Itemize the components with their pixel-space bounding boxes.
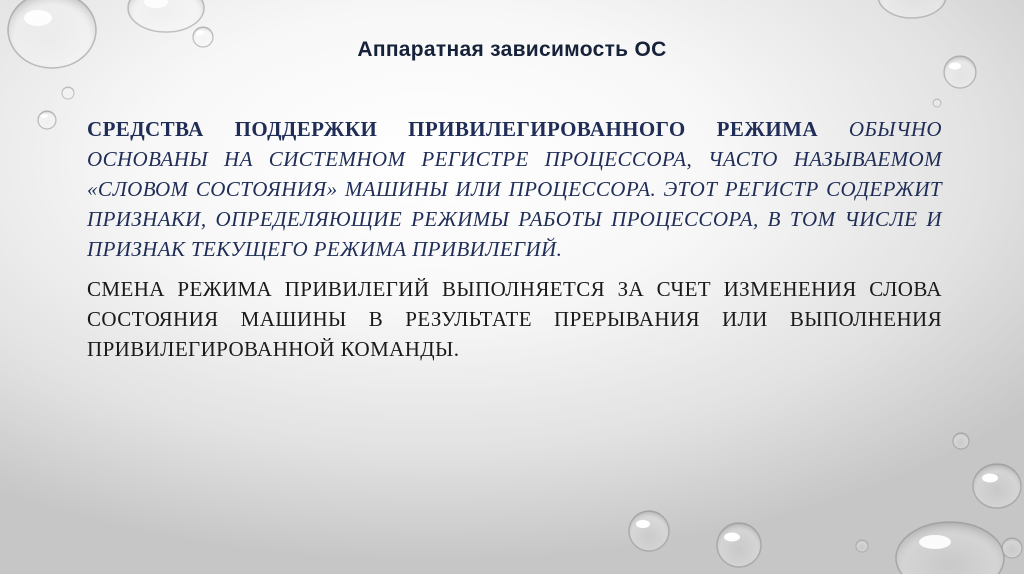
droplet xyxy=(128,0,204,32)
droplet xyxy=(933,99,941,107)
slide-title: Аппаратная зависимость ОС xyxy=(357,38,667,61)
paragraph-lead-text: СРЕДСТВА ПОДДЕРЖКИ ПРИВИЛЕГИРОВАННОГО РЕЖИМА xyxy=(87,117,818,141)
droplet xyxy=(1002,538,1022,558)
droplet xyxy=(856,540,868,552)
paragraph-privileged-mode-support xyxy=(87,114,942,264)
droplet xyxy=(973,464,1021,508)
paragraph-privilege-mode-change: СМЕНА РЕЖИМА ПРИВИЛЕГИЙ ВЫПОЛНЯЕТСЯ ЗА СЧЕТ ИЗМЕНЕНИЯ СЛОВА СОСТОЯНИЯ МАШИНЫ В РЕЗУЛЬТАТЕ ПРЕРЫВАНИЯ ИЛИ ВЫПОЛНЕНИЯ ПРИВИЛЕГИРОВАННОЙ КОМАНДЫ. xyxy=(87,277,942,361)
droplet xyxy=(38,111,56,129)
slide-body xyxy=(87,114,942,364)
droplet xyxy=(878,0,946,18)
droplet xyxy=(717,523,761,567)
droplet xyxy=(953,433,969,449)
paragraph-continuation-text: ОБЫЧНО ОСНОВАНЫ НА СИСТЕМНОМ РЕГИСТРЕ ПРОЦЕССОРА, ЧАСТО НАЗЫВАЕМОМ «СЛОВОМ СОСТОЯНИЯ» МАШИНЫ ИЛИ ПРОЦЕССОРА. ЭТОТ РЕГИСТР СОДЕРЖИТ ПРИЗНАКИ, ОПРЕДЕЛЯЮЩИЕ РЕЖИМЫ РАБОТЫ ПРОЦЕССОРА, В ТОМ ЧИСЛЕ И ПРИЗНАК ТЕКУЩЕГО РЕЖИМА ПРИВИЛЕГИЙ. xyxy=(87,117,942,261)
droplet xyxy=(62,87,74,99)
droplet xyxy=(896,522,1004,574)
droplet xyxy=(629,511,669,551)
